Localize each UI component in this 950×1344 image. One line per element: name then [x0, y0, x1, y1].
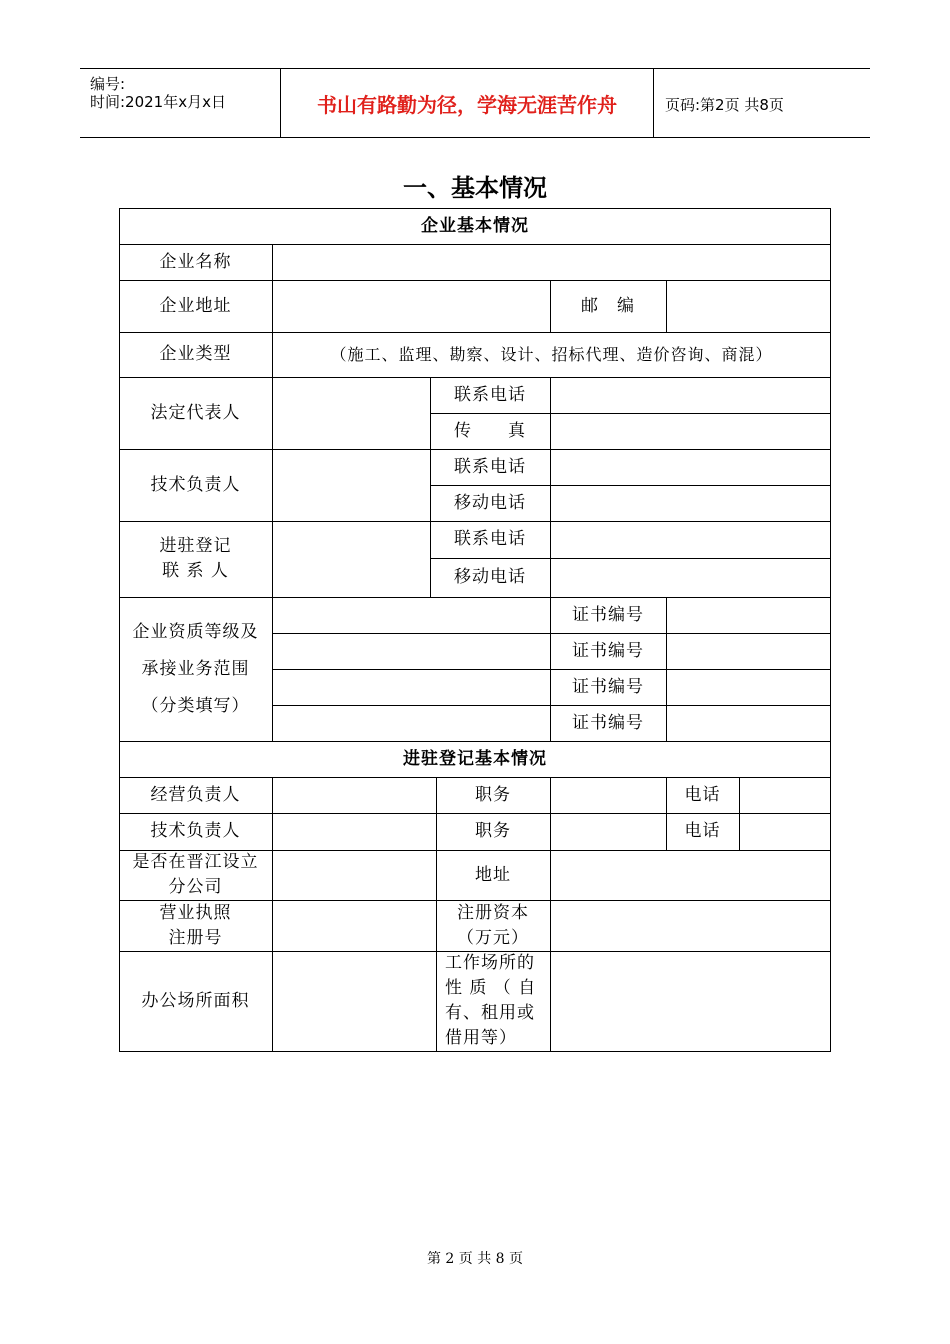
business-leader-field[interactable] [273, 778, 436, 813]
license-label [119, 900, 272, 951]
tech-leader-phone-field[interactable] [551, 450, 830, 485]
certificate-no-field[interactable] [667, 634, 830, 669]
enterprise-address-field[interactable] [273, 281, 550, 332]
business-leader-label: 经营负责人 [150, 784, 241, 805]
section-header-enterprise: 企业基本情况 [421, 215, 529, 236]
fax-field[interactable] [551, 414, 830, 449]
page-header [80, 68, 870, 138]
workplace-nature-line4: 借用等） [445, 1028, 517, 1048]
certificate-no-field[interactable] [667, 706, 830, 741]
certificate-no-field[interactable] [667, 598, 830, 633]
page-footer: 第 2 页 共 8 页 [426, 1251, 524, 1267]
register-tech-leader-phone-label: 电话 [684, 821, 721, 841]
document-number-label: 编号: [90, 75, 126, 93]
tech-leader-field[interactable] [273, 450, 430, 521]
qualification-label-line2: 承接业务范围 [141, 658, 250, 679]
certificate-no-label: 证书编号 [572, 604, 644, 625]
section-header-register: 进驻登记基本情况 [403, 748, 547, 769]
workplace-nature-field[interactable] [551, 952, 830, 1051]
business-leader-phone-field[interactable] [740, 778, 830, 813]
qualification-label-line3: （分类填写） [141, 695, 250, 716]
legal-rep-phone-field[interactable] [551, 378, 830, 413]
qualification-label [119, 597, 272, 741]
enterprise-type-hint[interactable]: （施工、监理、勘察、设计、招标代理、造价咨询、商混） [330, 345, 773, 364]
certificate-no-label: 证书编号 [572, 640, 644, 661]
certificate-no-label: 证书编号 [572, 712, 644, 733]
capital-field[interactable] [551, 901, 830, 951]
qualification-field[interactable] [273, 634, 550, 669]
office-area-field[interactable] [273, 952, 436, 1051]
header-meta [80, 69, 280, 137]
header-divider [653, 69, 654, 137]
enterprise-address-label: 企业地址 [159, 295, 232, 316]
enterprise-type-label: 企业类型 [159, 344, 232, 364]
enterprise-name-field[interactable] [273, 245, 830, 280]
branch-field[interactable] [273, 851, 436, 900]
qualification-field[interactable] [273, 598, 550, 633]
register-contact-mobile-label: 移动电话 [454, 567, 526, 587]
fax-label: 传 真 [454, 420, 526, 441]
tech-leader-phone-label: 联系电话 [454, 456, 526, 477]
register-contact-label-line1: 进驻登记 [159, 536, 232, 556]
postcode-label: 邮 编 [581, 295, 635, 316]
branch-label-line1: 是否在晋江设立 [132, 852, 259, 872]
qualification-field[interactable] [273, 670, 550, 705]
postcode-field[interactable] [667, 281, 830, 332]
register-contact-phone-field[interactable] [551, 522, 830, 558]
register-contact-mobile-field[interactable] [551, 559, 830, 597]
branch-label-line2: 分公司 [168, 877, 223, 897]
business-leader-position-field[interactable] [551, 778, 666, 813]
qualification-field[interactable] [273, 706, 550, 741]
legal-rep-field[interactable] [273, 378, 430, 449]
tech-leader-mobile-field[interactable] [551, 486, 830, 521]
tech-leader-mobile-label: 移动电话 [454, 492, 526, 513]
document-time-label: 时间:2021年x月x日 [90, 93, 226, 111]
workplace-nature-line3: 有、租用或 [445, 1003, 535, 1023]
capital-label-line2: （万元） [457, 927, 529, 948]
office-area-label: 办公场所面积 [141, 990, 250, 1011]
register-contact-label-line2: 联 系 人 [162, 561, 229, 581]
license-label-line2: 注册号 [168, 927, 223, 948]
register-tech-leader-position-field[interactable] [551, 814, 666, 850]
tech-leader-label: 技术负责人 [150, 474, 241, 495]
register-contact-label [119, 521, 272, 597]
header-page-number: 页码:第2页 共8页 [665, 96, 784, 114]
register-tech-leader-position-label: 职务 [475, 821, 511, 841]
workplace-nature-line1: 工作场所的 [445, 953, 535, 973]
table-border [119, 1051, 831, 1052]
capital-label [436, 900, 550, 951]
business-leader-position-label: 职务 [475, 784, 511, 805]
register-tech-leader-field[interactable] [273, 814, 436, 850]
register-tech-leader-phone-field[interactable] [740, 814, 830, 850]
license-label-line1: 营业执照 [159, 902, 232, 923]
business-leader-phone-label: 电话 [684, 784, 721, 805]
section-title: 一、基本情况 [403, 174, 547, 202]
register-tech-leader-label: 技术负责人 [150, 821, 241, 841]
license-field[interactable] [273, 901, 436, 951]
branch-label [119, 850, 272, 900]
capital-label-line1: 注册资本 [457, 902, 529, 923]
basic-info-form [119, 208, 831, 1052]
legal-rep-phone-label: 联系电话 [454, 384, 526, 405]
certificate-no-field[interactable] [667, 670, 830, 705]
branch-address-field[interactable] [551, 851, 830, 900]
qualification-label-line1: 企业资质等级及 [132, 621, 259, 642]
header-motto: 书山有路勤为径，学海无涯苦作舟 [317, 92, 617, 117]
register-contact-field[interactable] [273, 522, 430, 597]
workplace-nature-label [445, 951, 547, 1051]
branch-address-label: 地址 [475, 864, 511, 885]
legal-rep-label: 法定代表人 [150, 402, 241, 423]
workplace-nature-line2: 性 质 （ 自 [445, 978, 537, 998]
register-contact-phone-label: 联系电话 [454, 529, 526, 549]
enterprise-name-label: 企业名称 [159, 251, 232, 272]
certificate-no-label: 证书编号 [572, 676, 644, 697]
